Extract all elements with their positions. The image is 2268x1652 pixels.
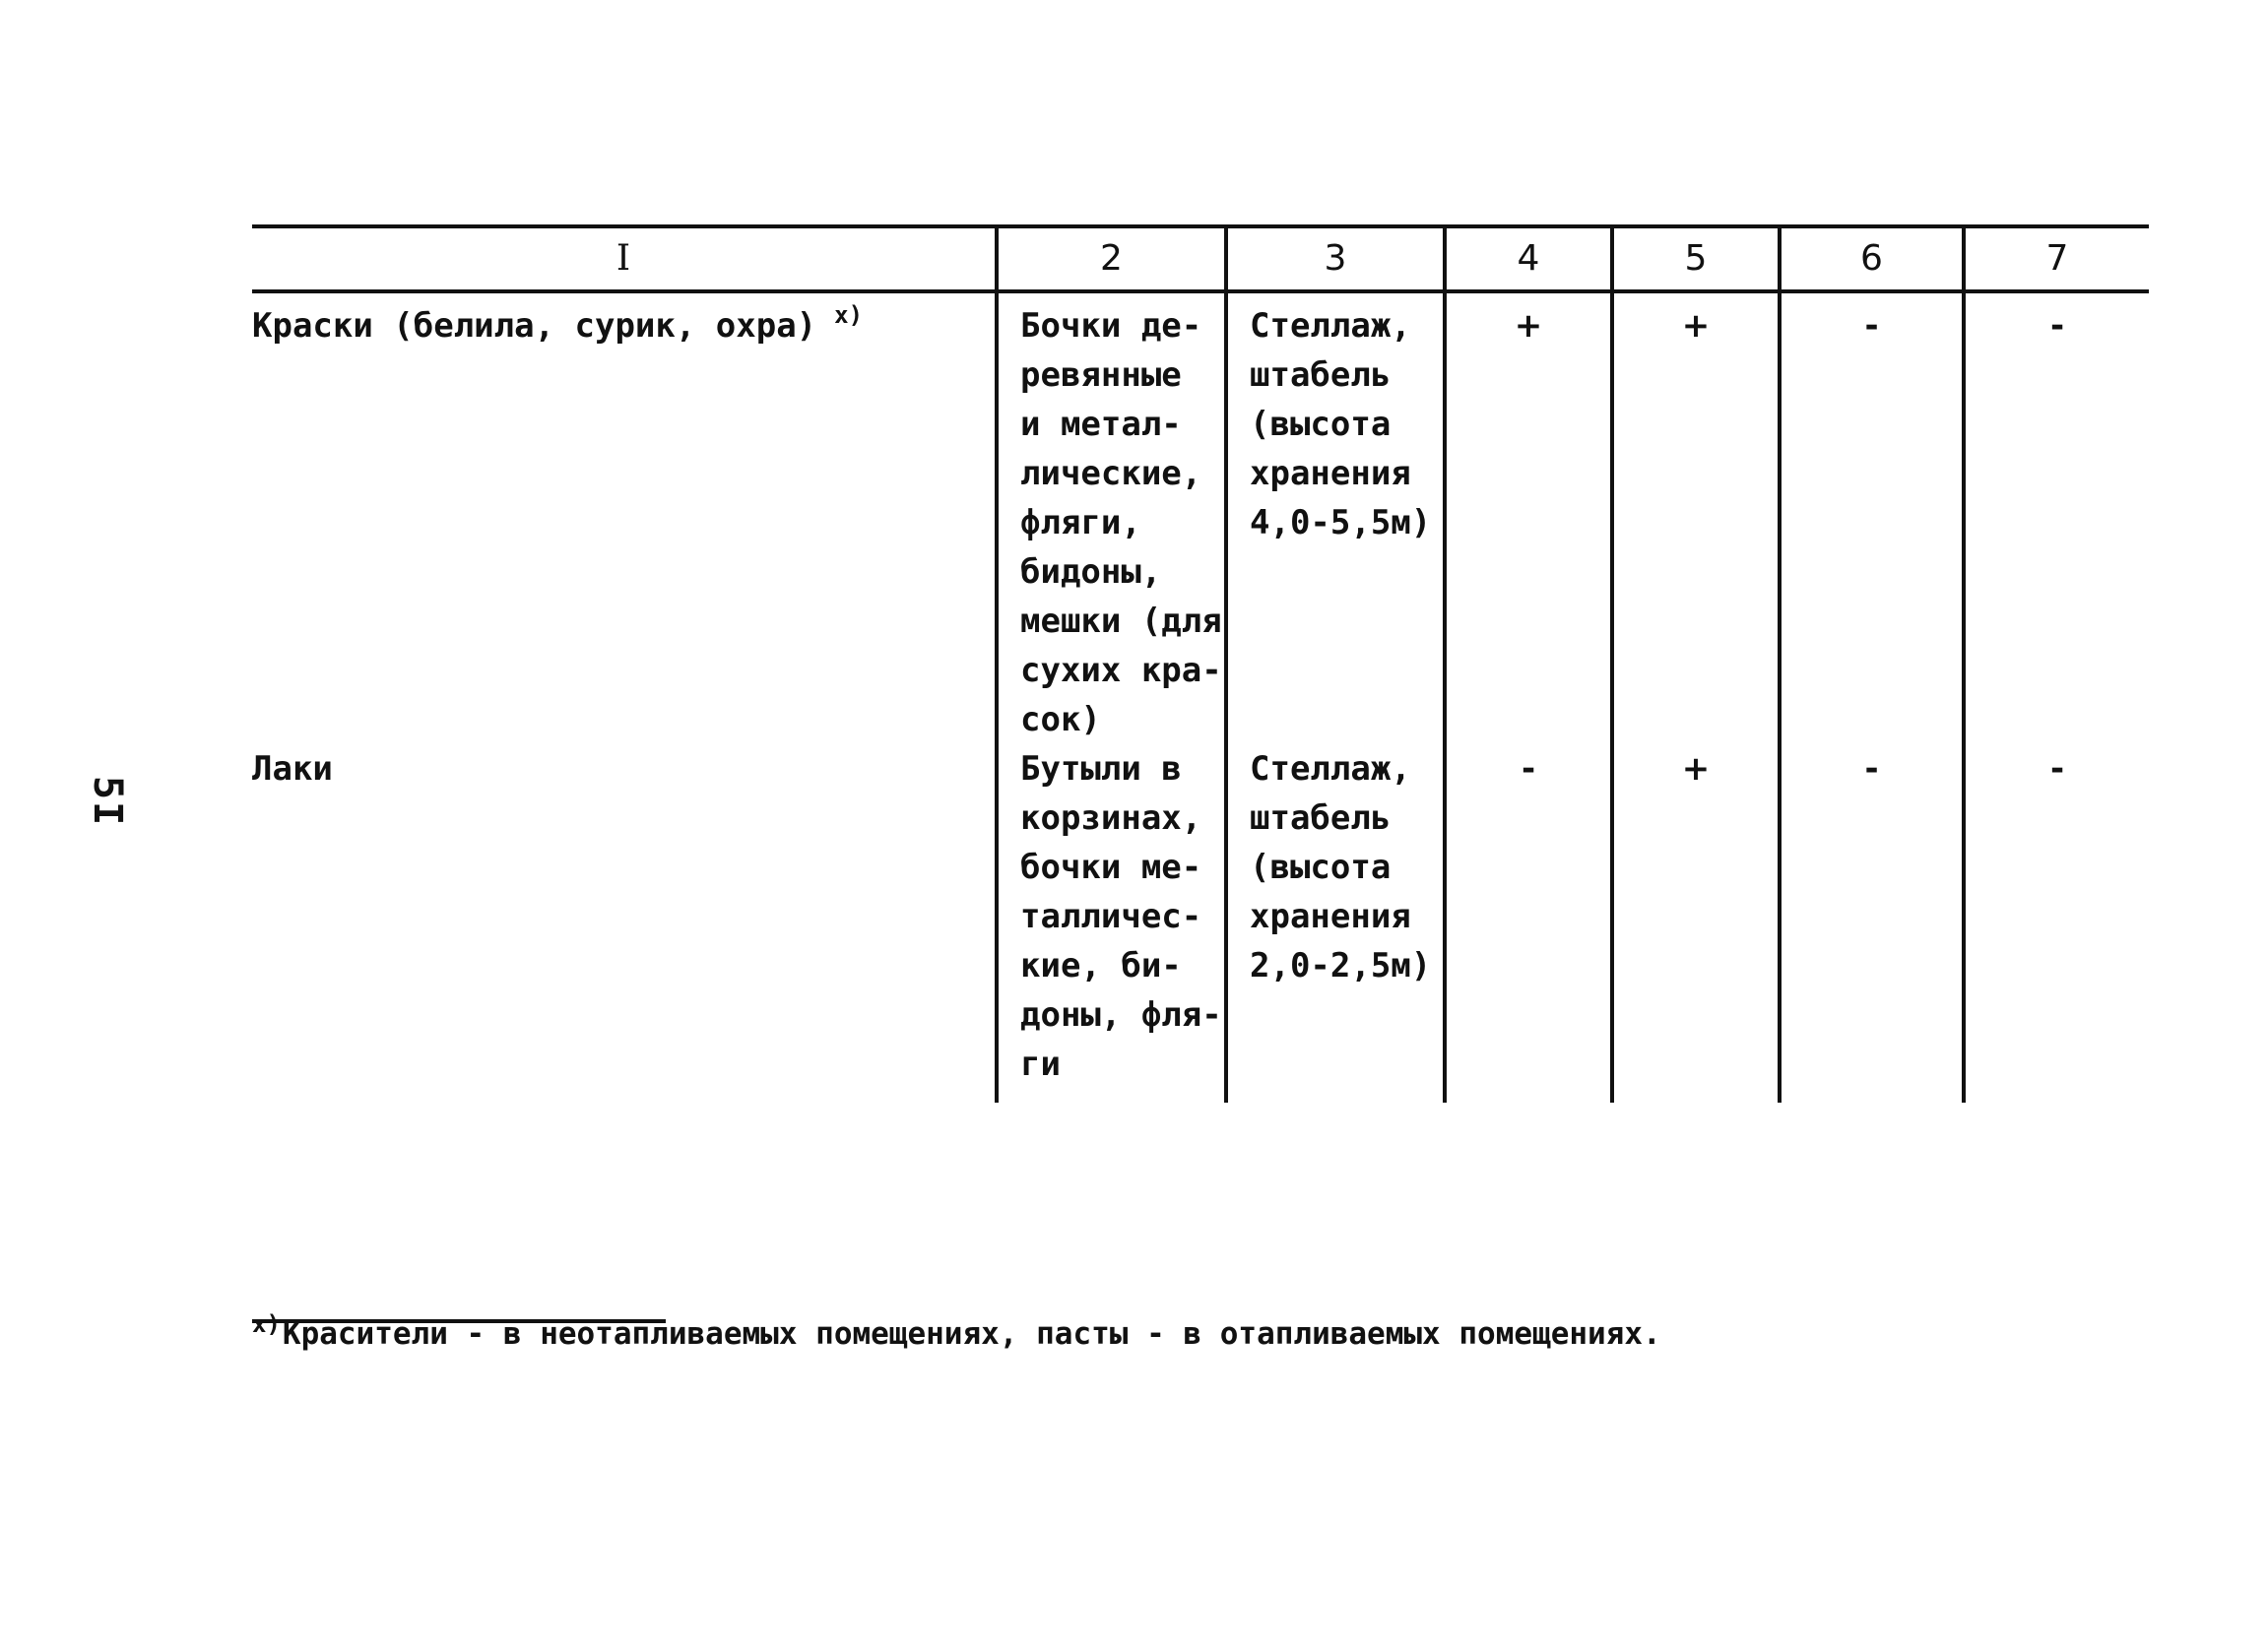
column-7-value: - xyxy=(1964,744,2149,1103)
table-row xyxy=(252,744,2149,1103)
header-row xyxy=(252,226,2149,291)
column-header-7: 7 xyxy=(1964,226,2149,291)
footnote-mark: x) xyxy=(252,1310,281,1338)
product-name: Краски (белила, сурик, охра) xyxy=(252,306,817,346)
column-5-value: + xyxy=(1612,291,1780,744)
column-4-value: - xyxy=(1445,744,1612,1103)
column-header-6: 6 xyxy=(1780,226,1964,291)
column-header-1: I xyxy=(616,238,631,279)
footnote xyxy=(252,1309,2025,1359)
footnote-text: Красители - в неотапливаемых помещениях, пасты - в отапливаемых помещениях. xyxy=(282,1316,1661,1352)
column-header-3: 3 xyxy=(1226,226,1445,291)
footnote-reference: x) xyxy=(834,301,864,329)
column-header-5: 5 xyxy=(1612,226,1780,291)
storage-table xyxy=(252,224,2149,1103)
column-7-value: - xyxy=(1964,291,2149,744)
product-cell xyxy=(252,291,997,744)
container-cell: Бутыли в корзинах, бочки ме- талличес- кие, би- доны, фля- ги xyxy=(997,744,1226,1103)
product-cell xyxy=(252,744,997,1103)
product-name: Лаки xyxy=(252,749,333,789)
column-header-2: 2 xyxy=(997,226,1226,291)
column-6-value: - xyxy=(1780,291,1964,744)
container-cell: Бочки де- ревянные и метал- лические, фляги, бидоны, мешки (для сухих кра- сок) xyxy=(997,291,1226,744)
storage-method-cell: Стеллаж, штабель (высота хранения 2,0-2,5м) xyxy=(1226,744,1445,1103)
column-6-value: - xyxy=(1780,744,1964,1103)
column-4-value: + xyxy=(1445,291,1612,744)
table-row xyxy=(252,291,2149,744)
storage-method-cell: Стеллаж, штабель (высота хранения 4,0-5,5м) xyxy=(1226,291,1445,744)
table-body xyxy=(252,291,2149,1103)
page-number: 5I xyxy=(85,776,130,828)
column-header-4: 4 xyxy=(1445,226,1612,291)
table-header xyxy=(252,226,2149,291)
column-5-value: + xyxy=(1612,744,1780,1103)
